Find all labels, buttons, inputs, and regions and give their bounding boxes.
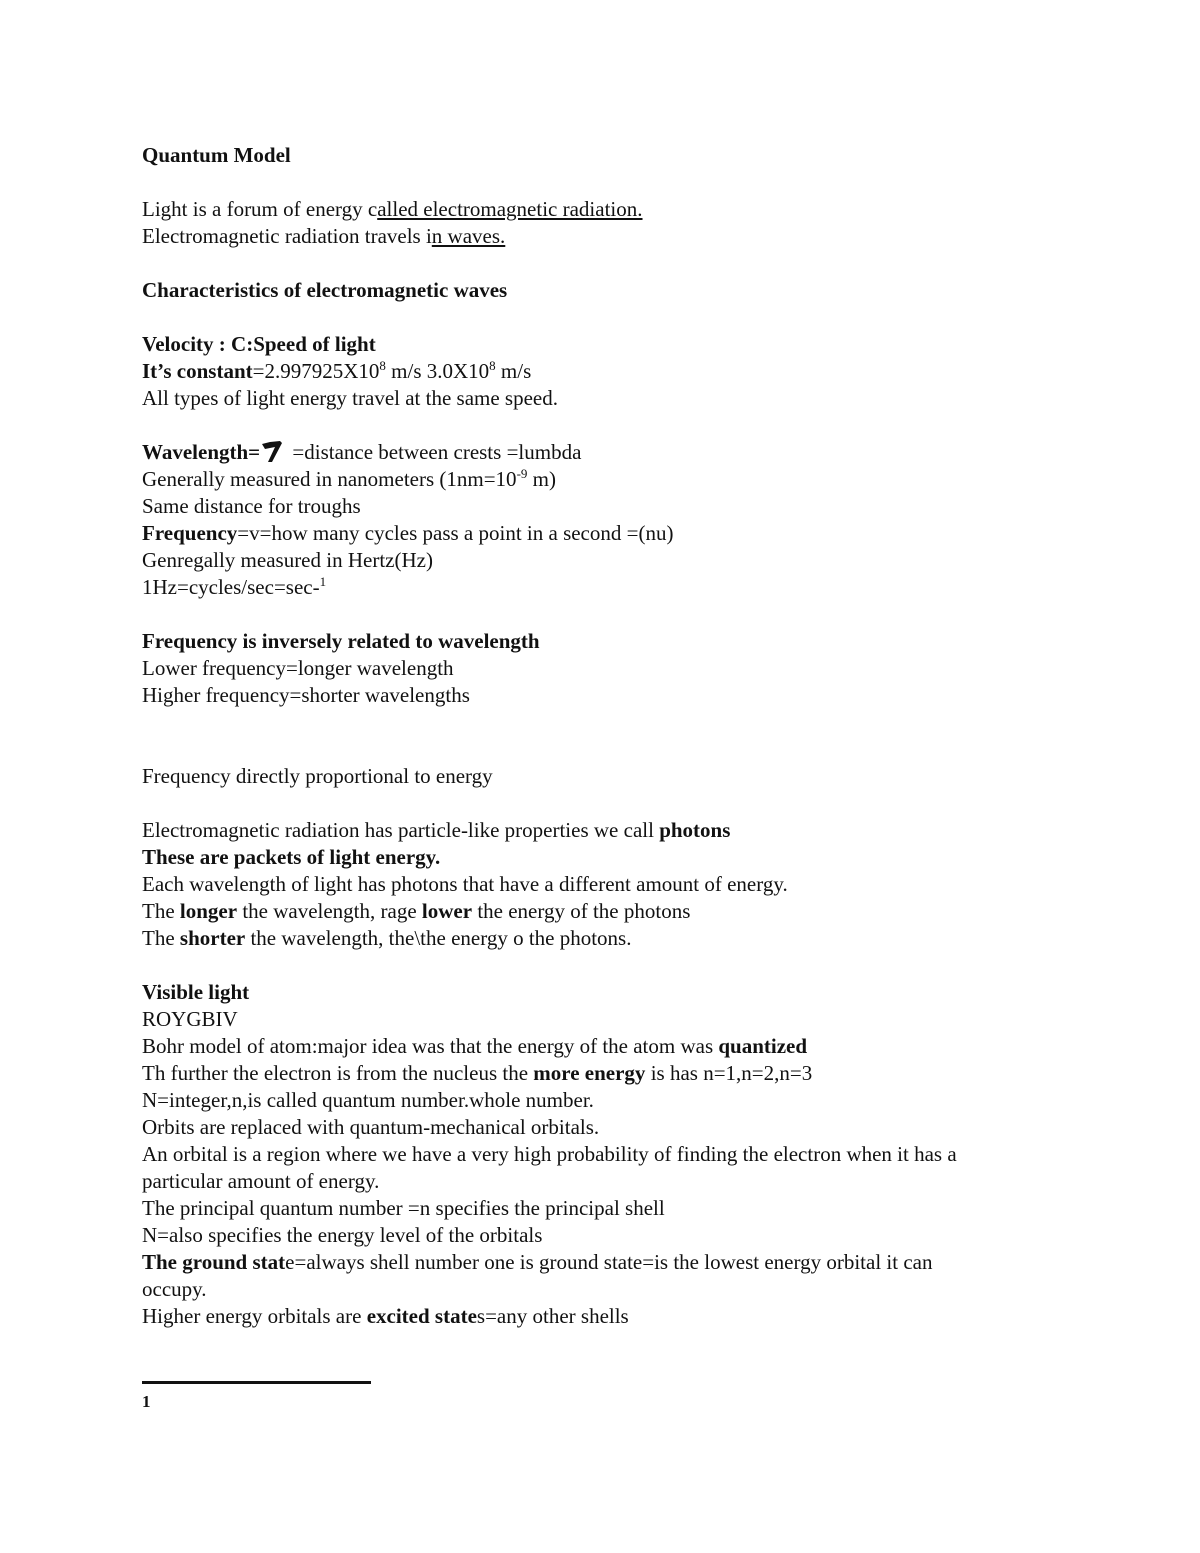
photons-line-5: The shorter the wavelength, the\the energy o the photons. (142, 926, 632, 950)
excited-states-line: Higher energy orbitals are excited states=any other shells (142, 1304, 629, 1328)
photons-line-1: Electromagnetic radiation has particle-like properties we call photons (142, 818, 731, 842)
visible-heading: Visible light (142, 980, 250, 1004)
higher-frequency-line: Higher frequency=shorter wavelengths (142, 683, 470, 707)
ground-state-line: The ground state=always shell number one is ground state=is the lowest energy orbital it can (142, 1250, 933, 1274)
velocity-heading: Velocity : C:Speed of light (142, 332, 376, 356)
inverse-heading: Frequency is inversely related to wavelength (142, 629, 540, 653)
intro-line-2: Electromagnetic radiation travels in waves. (142, 224, 506, 248)
photons-line-4: The longer the wavelength, rage lower the energy of the photons (142, 899, 691, 923)
roygbiv-line: ROYGBIV (142, 1007, 238, 1031)
occupy-line: occupy. (142, 1277, 207, 1301)
orbital-line-1: An orbital is a region where we have a very high probability of finding the electron when it has a (142, 1142, 957, 1166)
energy-line: Frequency directly proportional to energy (142, 764, 493, 788)
lambda-icon (260, 441, 284, 463)
characteristics-heading: Characteristics of electromagnetic waves (142, 278, 508, 302)
orbital-line-2: particular amount of energy. (142, 1169, 380, 1193)
bohr-line: Bohr model of atom:major idea was that the energy of the atom was quantized (142, 1034, 808, 1058)
further-line: Th further the electron is from the nucleus the more energy is has n=1,n=2,n=3 (142, 1061, 813, 1085)
nanometers-line: Generally measured in nanometers ($1nm=10^{-9}$ m) (142, 466, 556, 491)
wavelength-line: Wavelength= =distance between crests =lumbda (142, 440, 582, 464)
all-types-line: All types of light energy travel at the same speed. (142, 386, 558, 410)
page-title: Quantum Model (142, 143, 291, 167)
energy-level-line: N=also specifies the energy level of the orbitals (142, 1223, 543, 1247)
footnote-divider (142, 1381, 371, 1384)
photons-line-2: These are packets of light energy. (142, 845, 441, 869)
photons-line-3: Each wavelength of light has photons that have a different amount of energy. (142, 872, 788, 896)
constant-line: It’s $constant=2.997925X10^8$ m/s $3.0X10^8$ m/s (142, 358, 532, 383)
integer-line: N=integer,n,is called quantum number.whole number. (142, 1088, 594, 1112)
hz-definition-line: 1Hz=cycles/sec=sec-$^1$ (142, 574, 327, 599)
footnote-number: 1 (142, 1392, 151, 1411)
hertz-line: Genregally measured in Hertz(Hz) (142, 548, 433, 572)
principal-line: The principal quantum number =n specifies the principal shell (142, 1196, 665, 1220)
troughs-line: Same distance for troughs (142, 494, 361, 518)
frequency-line: Frequency=v=how many cycles pass a point in a second =(nu) (142, 521, 674, 545)
document-body (142, 142, 1072, 1330)
lower-frequency-line: Lower frequency=longer wavelength (142, 656, 454, 680)
orbits-line: Orbits are replaced with quantum-mechanical orbitals. (142, 1115, 600, 1139)
intro-line-1: Light is a forum of energy called electromagnetic radiation. (142, 197, 643, 221)
